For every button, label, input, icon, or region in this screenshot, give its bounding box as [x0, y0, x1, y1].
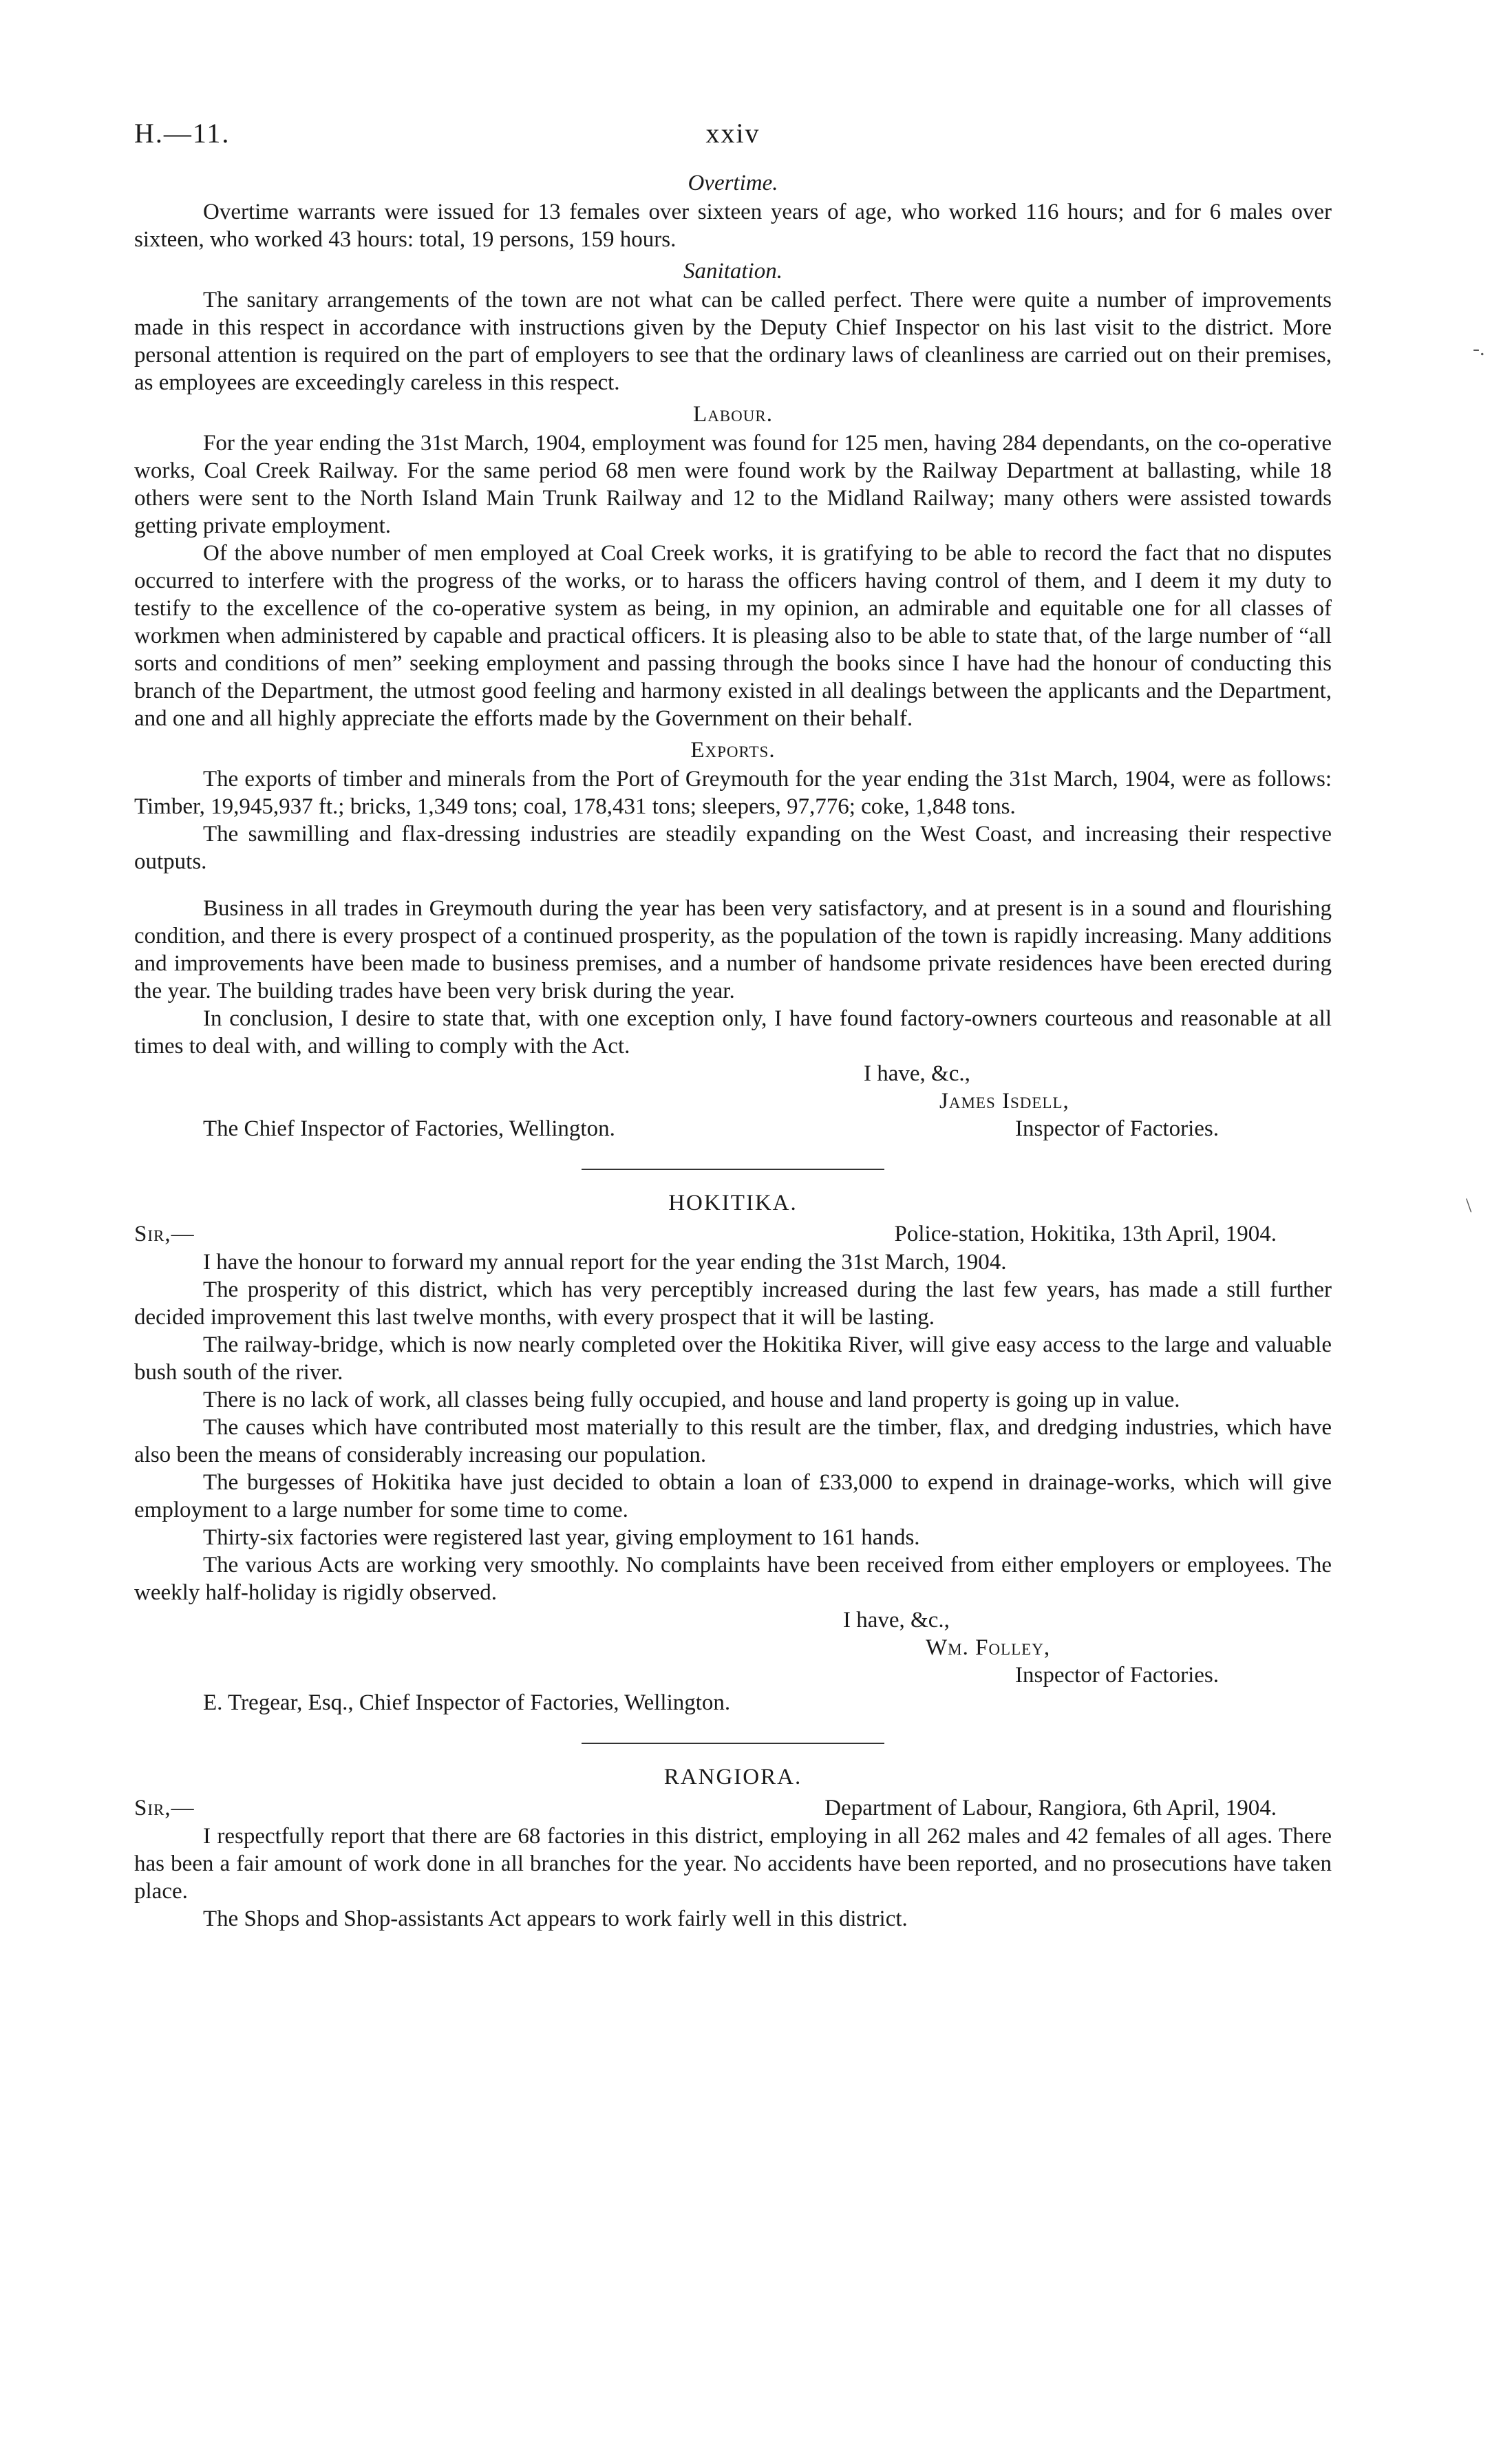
hokitika-paragraph: The prosperity of this district, which has very perceptibly increased during the last few years, has made a still further decided improvement this last twelve months, with every prospect that it will be lasting. — [134, 1277, 1332, 1330]
overtime-heading: Overtime. — [688, 171, 778, 195]
hokitika-paragraph: Thirty-six factories were registered last year, giving employment to 161 hands. — [203, 1525, 920, 1550]
hokitika-paragraph: The burgesses of Hokitika have just decided to obtain a loan of £33,000 to expend in drainage-works, which will give employment to a large number for some time to come. — [134, 1470, 1332, 1522]
sanitation-heading: Sanitation. — [683, 259, 782, 284]
margin-mark-middle: \ — [1466, 1194, 1472, 1217]
greymouth-closing: I have, &c., — [864, 1061, 970, 1086]
page-number: xxiv — [705, 118, 760, 149]
greymouth-inspector-title: Inspector of Factories. — [1015, 1116, 1219, 1141]
hokitika-addressee: E. Tregear, Esq., Chief Inspector of Factories, Wellington. — [203, 1690, 731, 1715]
hokitika-heading: HOKITIKA. — [668, 1191, 798, 1215]
labour-paragraph-2: Of the above number of men employed at Coal Creek works, it is gratifying to be able to record the fact that no disputes occurred to interfere with the progress of the works, or to harass the officers having control of them, and I deem it my duty to testify to the excellence of the co-operative system as being, in my opinion, an admirable and equitable one for all classes of workmen when administered by capable and practical officers. It is pleasing also to be able to state that, of the large number of “all sorts and conditions of men” seeking employment and passing through the books since I have had the honour of conducting this branch of the Department, the utmost good feeling and harmony existed in all dealings between the applicants and the Department, and one and all highly appreciate the efforts made by the Government on their behalf. — [134, 541, 1332, 731]
rangiora-salutation: Sir,— — [134, 1796, 195, 1820]
hokitika-paragraph: I have the honour to forward my annual report for the year ending the 31st March, 1904. — [203, 1250, 1007, 1275]
exports-paragraph-4: In conclusion, I desire to state that, with one exception only, I have found factory-owners courteous and reasonable at all times to deal with, and willing to comply with the Act. — [134, 1006, 1332, 1059]
hokitika-paragraph: The railway-bridge, which is now nearly completed over the Hokitika River, will give easy access to the large and valuable bush south of the river. — [134, 1332, 1332, 1385]
greymouth-signature: James Isdell, — [939, 1089, 1069, 1114]
hokitika-location-date: Police-station, Hokitika, 13th April, 1904. — [894, 1222, 1277, 1246]
rangiora-address-line — [134, 1794, 1332, 1822]
hokitika-paragraph: There is no lack of work, all classes being fully occupied, and house and land property is going up in value. — [203, 1388, 1180, 1412]
greymouth-addressee: The Chief Inspector of Factories, Wellington. — [203, 1116, 615, 1141]
hokitika-paragraph: The causes which have contributed most materially to this result are the timber, flax, and dredging industries, which have also been the means of considerably increasing our population. — [134, 1415, 1332, 1467]
hokitika-signature: Wm. Folley, — [926, 1635, 1051, 1660]
hokitika-paragraph: The various Acts are working very smoothly. No complaints have been received from either employers or employees. The weekly half-holiday is rigidly observed. — [134, 1553, 1332, 1605]
greymouth-signoff — [134, 1115, 1332, 1143]
margin-mark-top: -. — [1473, 337, 1485, 360]
exports-paragraph-3: Business in all trades in Greymouth during the year has been very satisfactory, and at present is in a sound and flourishing condition, and there is every prospect of a continued prosperity, as the population of the town is rapidly increasing. Many additions and improvements have been made to business premises, and a number of handsome private residences have been erected during the year. The building trades have been very brisk during the year. — [134, 896, 1332, 1003]
section-divider-1 — [582, 1169, 884, 1170]
labour-paragraph-1: For the year ending the 31st March, 1904, employment was found for 125 men, having 284 dependants, on the co-operative works, Coal Creek Railway. For the same period 68 men were found work by the Railway Department at ballasting, while 18 others were sent to the North Island Main Trunk Railway and 12 to the Midland Railway; many others were assisted towards getting private employment. — [134, 431, 1332, 538]
rangiora-paragraph: I respectfully report that there are 68 factories in this district, employing in all 262 males and 42 females of all ages. There has been a fair amount of work done in all branches for the year. No accidents have been reported, and no prosecutions have taken place. — [134, 1824, 1332, 1904]
hokitika-address-line — [134, 1220, 1332, 1248]
document-reference: H.—11. — [134, 118, 231, 149]
hokitika-salutation: Sir,— — [134, 1222, 195, 1246]
page-header — [134, 117, 1332, 165]
exports-heading: Exports. — [690, 738, 776, 763]
exports-paragraph-1: The exports of timber and minerals from the Port of Greymouth for the year ending the 31st March, 1904, were as follows: Timber, 19,945,937 ft.; bricks, 1,349 tons; coal, 178,431 tons; sleepers, 97,776; coke, 1,848 tons. — [134, 767, 1332, 819]
rangiora-paragraph: The Shops and Shop-assistants Act appears to work fairly well in this district. — [203, 1906, 908, 1931]
document-page — [134, 117, 1332, 1933]
exports-paragraph-2: The sawmilling and flax-dressing industries are steadily expanding on the West Coast, and increasing their respective outputs. — [134, 822, 1332, 874]
overtime-paragraph: Overtime warrants were issued for 13 females over sixteen years of age, who worked 116 hours; and for 6 males over sixteen, who worked 43 hours: total, 19 persons, 159 hours. — [134, 200, 1332, 252]
section-divider-2 — [582, 1743, 884, 1744]
sanitation-paragraph: The sanitary arrangements of the town are not what can be called perfect. There were quite a number of improvements made in this respect in accordance with instructions given by the Deputy Chief Inspector on his last visit to the district. More personal attention is required on the part of employers to see that the ordinary laws of cleanliness are carried out on their premises, as employees are exceedingly careless in this respect. — [134, 288, 1332, 395]
hokitika-closing: I have, &c., — [843, 1608, 950, 1633]
rangiora-location-date: Department of Labour, Rangiora, 6th April, 1904. — [824, 1796, 1277, 1820]
rangiora-heading: RANGIORA. — [663, 1765, 802, 1789]
labour-heading: Labour. — [693, 402, 773, 427]
hokitika-inspector-title: Inspector of Factories. — [1015, 1663, 1219, 1688]
